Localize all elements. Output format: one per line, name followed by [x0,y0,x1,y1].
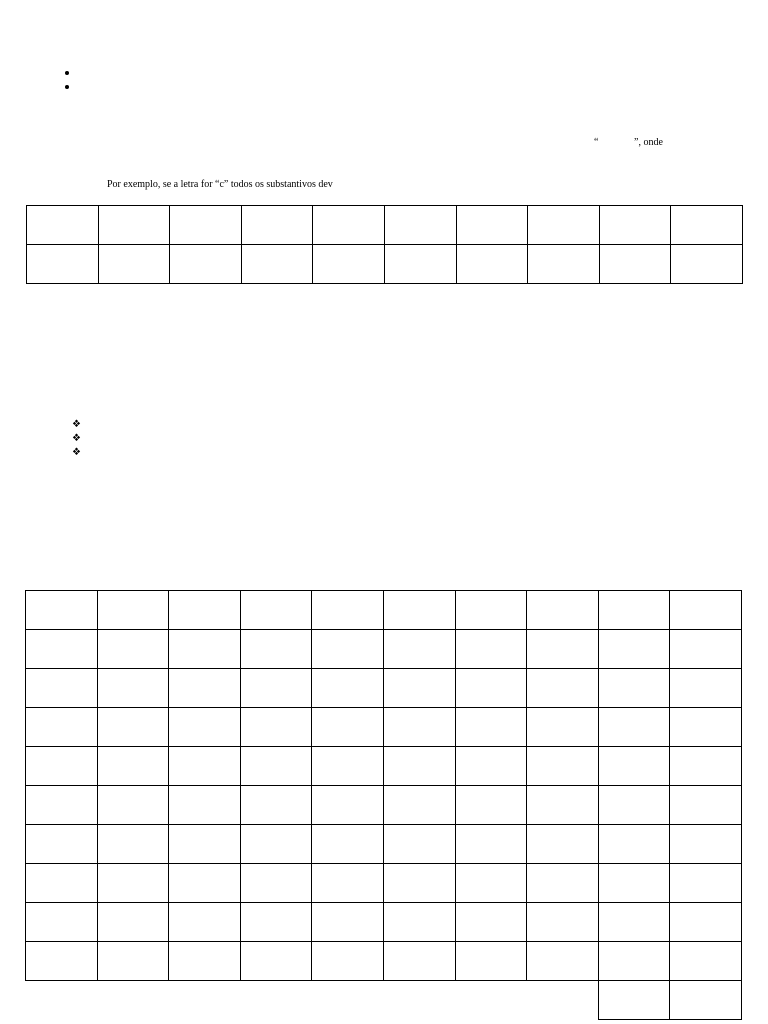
table-cell [455,825,527,864]
table-cell [384,245,456,284]
diamond-bullet-3: ❖ [72,447,81,458]
table-cell-empty-space [455,981,527,1020]
table-cell [527,825,599,864]
table-cell [240,630,312,669]
open-quote: “ [594,137,599,148]
table-cell [97,747,169,786]
table-cell [599,206,671,245]
table-cell [383,786,455,825]
table-cell [383,747,455,786]
table-cell [383,825,455,864]
table-cell [456,245,528,284]
table-cell [240,708,312,747]
table-cell [383,864,455,903]
table-cell [26,708,98,747]
table-cell [240,864,312,903]
table-cell-empty-space [26,981,98,1020]
table-cell [27,245,99,284]
table-cell [97,903,169,942]
table-cell [455,630,527,669]
table-cell [599,245,671,284]
table-cell [312,591,384,630]
table-cell [456,206,528,245]
table-cell [670,825,742,864]
table-cell [527,591,599,630]
table-row [26,825,742,864]
table-cell [670,903,742,942]
table-cell-empty-space [97,981,169,1020]
diamond-bullet-1: ❖ [72,419,81,430]
table-cell [169,747,241,786]
grid-table-small [26,205,743,284]
table-cell [169,903,241,942]
table-cell [598,591,670,630]
table-cell [97,630,169,669]
table-cell [670,786,742,825]
table-cell [312,864,384,903]
table-cell [97,864,169,903]
table-cell [312,942,384,981]
bullet-dot-1 [65,71,69,75]
table-row [26,630,742,669]
table-cell [527,630,599,669]
table-row [26,708,742,747]
table-cell [383,669,455,708]
example-sentence: Por exemplo, se a letra for “c” todos os substantivos dev [107,179,333,190]
table-cell [528,206,600,245]
table-cell [598,708,670,747]
table-cell [312,708,384,747]
table-cell [527,669,599,708]
table-cell [169,630,241,669]
close-quote-onde: ”, onde [634,137,663,148]
table-cell [26,786,98,825]
table-cell-empty-space [312,981,384,1020]
table-cell [527,942,599,981]
table-cell [241,245,313,284]
table-cell [383,630,455,669]
table-cell [169,591,241,630]
table-cell [240,942,312,981]
table-cell [598,903,670,942]
table-cell [240,591,312,630]
table-cell-empty-space [527,981,599,1020]
table-cell [670,669,742,708]
table-cell [455,786,527,825]
table-row [26,942,742,981]
table-cell [169,825,241,864]
table-cell [455,864,527,903]
table-cell [170,206,242,245]
table-cell [670,942,742,981]
table-cell [455,903,527,942]
table-cell [670,747,742,786]
table-cell [312,825,384,864]
table-cell [241,206,313,245]
table-cell [455,591,527,630]
table-cell [97,708,169,747]
table-cell [26,591,98,630]
table-cell [384,206,456,245]
table-cell [240,669,312,708]
table-row [27,206,743,245]
table-cell [26,747,98,786]
table-cell [240,786,312,825]
table-cell [527,708,599,747]
table-cell [26,825,98,864]
table-cell [455,747,527,786]
table-cell [670,708,742,747]
table-cell [240,747,312,786]
table-cell [598,825,670,864]
table-cell [98,206,170,245]
table-cell [670,864,742,903]
table-cell [97,942,169,981]
table-cell [527,786,599,825]
grid-table-large [25,590,742,1020]
table-cell [455,669,527,708]
table-cell [97,591,169,630]
table-cell [169,864,241,903]
table-row [26,786,742,825]
table-cell [598,981,670,1020]
table-cell [313,245,385,284]
table-cell [26,942,98,981]
table-cell [169,942,241,981]
table-cell [26,669,98,708]
table-row [26,669,742,708]
table-cell [313,206,385,245]
table-cell [527,747,599,786]
table-row-partial [26,981,742,1020]
table-cell [312,747,384,786]
table-cell [240,825,312,864]
table-cell [455,942,527,981]
table-row [26,864,742,903]
table-cell [170,245,242,284]
table-cell [169,669,241,708]
table-row [27,245,743,284]
table-cell [240,903,312,942]
table-cell [26,630,98,669]
table-cell [383,942,455,981]
table-cell [598,942,670,981]
table-cell [312,903,384,942]
table-cell [383,591,455,630]
table-cell [26,903,98,942]
table-cell [670,630,742,669]
table-cell [671,206,743,245]
table-cell [383,903,455,942]
table-cell [97,786,169,825]
table-cell [598,669,670,708]
table-cell [598,864,670,903]
table-cell [312,669,384,708]
table-cell-empty-space [383,981,455,1020]
table-cell [169,786,241,825]
bullet-dot-2 [65,85,69,89]
table-cell [312,630,384,669]
table-cell [598,630,670,669]
table-cell-empty-space [240,981,312,1020]
table-cell [671,245,743,284]
table-cell [383,708,455,747]
table-row [26,747,742,786]
table-cell [312,786,384,825]
diamond-bullet-2: ❖ [72,433,81,444]
table-cell [27,206,99,245]
table-cell [598,786,670,825]
table-cell [97,669,169,708]
table-cell [26,864,98,903]
table-cell [598,747,670,786]
table-cell [670,591,742,630]
table-row [26,903,742,942]
table-row [26,591,742,630]
table-cell [97,825,169,864]
table-cell [528,245,600,284]
table-cell [670,981,742,1020]
table-cell [455,708,527,747]
table-cell [527,903,599,942]
table-cell [169,708,241,747]
table-cell [98,245,170,284]
table-cell [527,864,599,903]
table-cell-empty-space [169,981,241,1020]
